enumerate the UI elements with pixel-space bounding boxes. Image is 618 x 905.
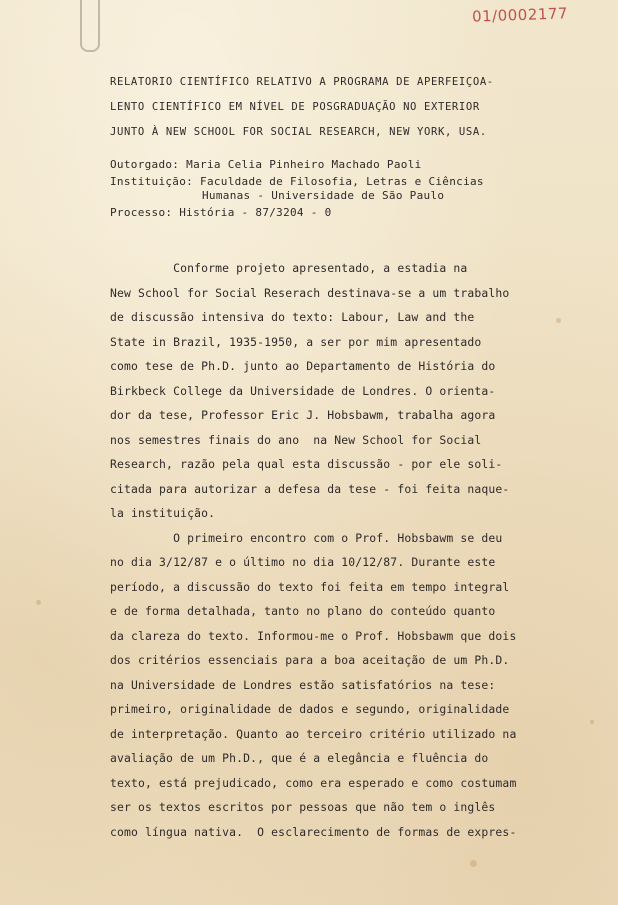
paper-stain	[556, 318, 561, 323]
body-line: State in Brazil, 1935-1950, a ser por mim apresentado	[110, 334, 482, 349]
instituicao-value: Faculdade de Filosofia, Letras e Ciências	[200, 175, 484, 188]
body-line: período, a discussão do texto foi feita em tempo integral	[110, 579, 510, 594]
archive-number: 01/0002177	[471, 4, 569, 26]
body-line: da clareza do texto. Informou-me o Prof. Hobsbawm que dois	[110, 628, 517, 643]
body-line: de discussão intensiva do texto: Labour, Law and the	[110, 310, 475, 324]
paper-stain	[36, 600, 41, 605]
processo-value: História - 87/3204 - 0	[179, 206, 332, 219]
title-line: JUNTO À NEW SCHOOL FOR SOCIAL RESEARCH, NEW YORK, USA.	[110, 126, 487, 138]
body-line: Conforme projeto apresentado, a estadia na	[110, 261, 468, 275]
paper-stain	[470, 860, 477, 867]
body-line: na Universidade de Londres estão satisfatórios na tese:	[110, 677, 496, 692]
body-line: dos critérios essenciais para a boa aceitação de um Ph.D.	[110, 653, 510, 667]
body-line: dor da tese, Professor Eric J. Hobsbawm, trabalha agora	[110, 408, 496, 422]
body-line: Birkbeck College da Universidade de Londres. O orienta-	[110, 383, 496, 398]
body-line: la instituição.	[110, 506, 216, 520]
body-line: avaliação de um Ph.D., que é a elegância e fluência do	[110, 751, 489, 765]
grant-metadata	[110, 158, 484, 220]
body-line: O primeiro encontro com o Prof. Hobsbawm se deu	[110, 530, 503, 545]
body-line: ser os textos escritos por pessoas que não tem o inglês	[110, 800, 496, 814]
instituicao-row-continued	[110, 189, 484, 203]
body-line: New School for Social Reserach destinava-se a um trabalho	[110, 285, 510, 300]
body-line: citada para autorizar a defesa da tese - foi feita naque-	[110, 481, 510, 496]
report-body	[110, 256, 516, 844]
title-line: RELATORIO CIENTÍFICO RELATIVO A PROGRAMA DE APERFEIÇOA-	[110, 76, 494, 88]
processo-label: Processo:	[110, 206, 173, 219]
body-line: como tese de Ph.D. junto ao Departamento de História do	[110, 359, 496, 373]
body-line: como língua nativa. O esclarecimento de formas de expres-	[110, 824, 517, 839]
body-line: e de forma detalhada, tanto no plano do conteúdo quanto	[110, 604, 496, 618]
instituicao-label: Instituição:	[110, 175, 194, 188]
instituicao-value-continued: Humanas - Universidade de São Paulo	[202, 189, 445, 202]
outorgado-row	[110, 158, 484, 172]
body-line: no dia 3/12/87 e o último no dia 10/12/87. Durante este	[110, 555, 496, 569]
title-line: LENTO CIENTÍFICO EM NÍVEL DE POSGRADUAÇÃO NO EXTERIOR	[110, 101, 480, 113]
paperclip-mark	[80, 0, 100, 52]
processo-row	[110, 206, 484, 220]
body-line: de interpretação. Quanto ao terceiro critério utilizado na	[110, 726, 517, 741]
body-line: primeiro, originalidade de dados e segundo, originalidade	[110, 702, 510, 716]
paper-stain	[590, 720, 594, 724]
instituicao-row	[110, 175, 484, 189]
outorgado-value: Maria Celia Pinheiro Machado Paoli	[186, 158, 422, 171]
report-title	[110, 70, 494, 145]
body-line: nos semestres finais do ano na New School for Social	[110, 432, 482, 447]
body-line: texto, está prejudicado, como era esperado e como costumam	[110, 775, 517, 790]
body-line: Research, razão pela qual esta discussão - por ele soli-	[110, 457, 503, 471]
outorgado-label: Outorgado:	[110, 158, 180, 171]
